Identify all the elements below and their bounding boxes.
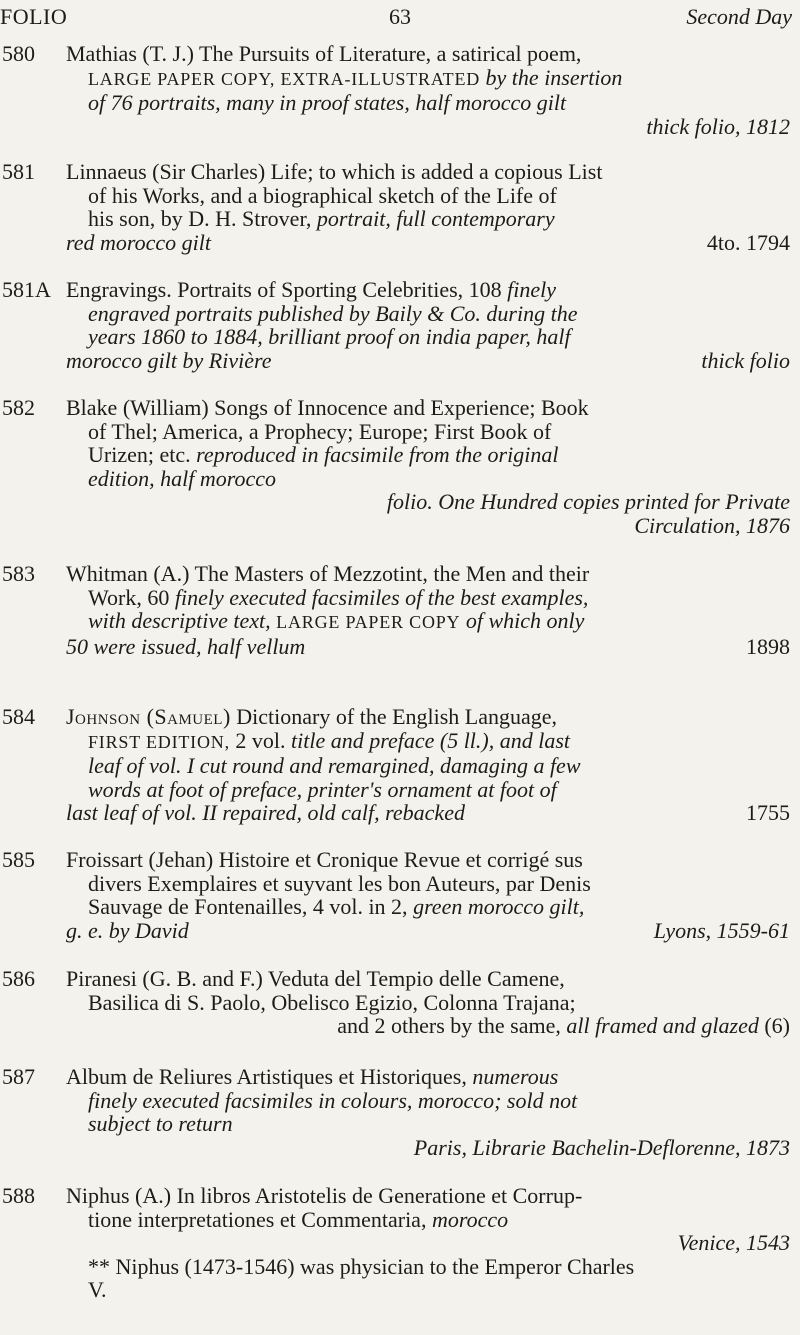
description-line [66,872,790,896]
description-line [66,778,790,802]
text-run: Venice, 1543 [677,1230,790,1255]
description-line [66,396,790,420]
description-line [66,1208,790,1232]
text-run: folio. One Hundred copies printed for Private [386,489,790,514]
lot-description [66,1184,790,1302]
page-number: 63 [389,4,411,29]
description-line [66,1136,790,1160]
description-line [66,562,790,586]
description-line [66,231,790,255]
text-run: of which only [460,608,585,633]
description-line [66,349,790,373]
lot-number: 585 [2,847,35,872]
text-run: red morocco gilt [66,229,212,255]
text-run: ** Niphus (1473-1546) was physician to the Emperor Charles [88,1253,635,1279]
text-run: green morocco gilt, [413,894,585,919]
description-line [66,160,790,184]
text-run: morocco [431,1206,509,1232]
lot-number: 587 [2,1064,35,1089]
text-run: Niphus (A.) In libros Aristotelis de Generatione et Corrup- [66,1183,583,1208]
text-run: of his Works, and a biographical sketch of the Life of [88,182,557,208]
text-run: FIRST EDITION, [88,731,230,752]
text-run: divers Exemplaires et suyvant les bon Auteurs, par Denis [88,870,591,896]
description-line [66,514,790,538]
lot-number: 586 [2,966,35,991]
text-run: years 1860 to 1884, brilliant proof on india paper, half [88,324,571,349]
description-line [66,325,790,349]
description-line [66,919,790,943]
text-run: portrait, full contemporary [316,206,555,231]
text-run: Froissart (Jehan) Histoire et Cronique Revue et corrigé sus [66,847,583,872]
text-run: 50 were issued, half vellum [66,633,306,659]
description-line [66,278,790,302]
lot-number: 581 [2,159,35,184]
running-head-left: FOLIO [0,4,68,29]
text-run: Piranesi (G. B. and F.) Veduta del Tempio delle Camene, [66,966,565,991]
text-run: Whitman (A.) The Masters of Mezzotint, the Men and their [66,561,590,586]
text-run: 2 vol. [229,727,291,753]
description-line [66,115,790,139]
text-run: engraved portraits published by Baily & Co. during the [88,300,578,326]
description-line [66,635,790,659]
text-run: morocco gilt by Rivière [66,347,272,373]
lot-number: 580 [2,41,35,66]
text-run: V. [88,1277,107,1302]
text-run: Blake (William) Songs of Innocence and Experience; Book [66,395,589,420]
text-run: thick folio [701,347,790,373]
lot-number: 584 [2,704,35,729]
text-run: edition, half morocco [88,465,276,491]
lot-description [66,396,790,537]
description-line [66,1112,790,1136]
description-line [66,490,790,514]
description-line [66,1231,790,1255]
text-run: Mathias (T. J.) The Pursuits of Literature, a satirical poem, [66,41,582,66]
text-run: reproduced in facsimile from the original [196,442,559,467]
lot-number: 582 [2,395,35,420]
text-run: last leaf of vol. II repaired, old calf, rebacked [66,800,465,825]
text-run: Circulation, 1876 [634,512,790,538]
description-line [66,609,790,635]
description-line [66,729,790,755]
text-run: subject to return [88,1111,233,1136]
text-run: all framed and glazed [566,1013,759,1038]
description-line [66,1089,790,1113]
running-head-right: Second Day [686,4,792,29]
lot-description [66,562,790,658]
text-run: Linnaeus (Sir Charles) Life; to which is added a copious List [66,159,603,184]
text-run: Work, 60 [88,584,175,610]
text-run: LARGE PAPER COPY, EXTRA-ILLUSTRATED [88,68,481,89]
description-line [66,302,790,326]
text-run: finely executed facsimiles of the best examples, [174,584,589,610]
text-run: Engravings. Portraits of Sporting Celebrities, 108 [66,277,508,302]
lot-description [66,278,790,372]
description-line [66,66,790,92]
text-run: words at foot of preface, printer's ornament at foot of [88,776,557,802]
text-run: LARGE PAPER COPY [276,612,461,632]
page-header [0,4,800,38]
text-run: finely executed facsimiles in colours, morocco; sold not [88,1087,578,1113]
text-run: Johnson (Samuel) [66,704,231,729]
description-line [66,1014,790,1038]
description-line [66,586,790,610]
lot-description [66,848,790,942]
text-run: thick folio, 1812 [646,113,790,139]
description-line [66,1065,790,1089]
text-run: leaf of vol. I cut round and remargined, damaging a few [88,753,581,778]
text-run: Paris, Librarie Bachelin-Deflorenne, 1873 [413,1134,790,1160]
lot-number: 588 [2,1183,35,1208]
text-run: Basilica di S. Paolo, Obelisco Egizio, Colonna Trajana; [88,989,576,1015]
lot-number: 583 [2,561,35,586]
description-line [66,754,790,778]
lot-number: 581A [2,277,51,302]
description-line [66,705,790,729]
description-line [66,207,790,231]
description-line [66,467,790,491]
lot-description [66,42,790,138]
text-run: finely [507,277,557,302]
description-line [66,967,790,991]
description-line [66,42,790,66]
text-run: 1898 [746,633,790,659]
description-line [66,848,790,872]
text-run: (6) [758,1013,790,1038]
text-run: Urizen; etc. [88,442,197,467]
lot-description [66,705,790,825]
lot-description [66,160,790,254]
lot-description [66,1065,790,1159]
description-line [66,184,790,208]
description-line [66,991,790,1015]
text-run: of 76 portraits, many in proof states, half morocco gilt [88,90,567,115]
text-run: Sauvage de Fontenailles, 4 vol. in 2, [88,894,414,919]
text-run: Album de Reliures Artistiques et Historiques, [66,1064,473,1089]
description-line [66,1278,790,1302]
description-line [66,443,790,467]
description-line [66,1255,790,1279]
description-line [66,420,790,444]
description-line [66,801,790,825]
description-line [66,895,790,919]
text-run: and 2 others by the same, [337,1013,567,1038]
text-run: numerous [472,1064,559,1089]
text-run: with descriptive text, [88,608,277,633]
text-run: Lyons, 1559-61 [653,917,790,943]
text-run: 4to. 1794 [706,229,790,255]
description-line [66,1184,790,1208]
lot-description [66,967,790,1038]
description-line [66,91,790,115]
text-run: 1755 [746,800,790,825]
text-run: title and preface (5 ll.), and last [291,727,571,753]
text-run: of Thel; America, a Prophecy; Europe; First Book of [88,418,552,444]
text-run: his son, by D. H. Strover, [88,206,317,231]
text-run: tione interpretationes et Commentaria, [88,1206,432,1232]
text-run: Dictionary of the English Language, [230,704,558,729]
text-run: by the insertion [480,64,623,90]
text-run: g. e. by David [66,917,189,943]
